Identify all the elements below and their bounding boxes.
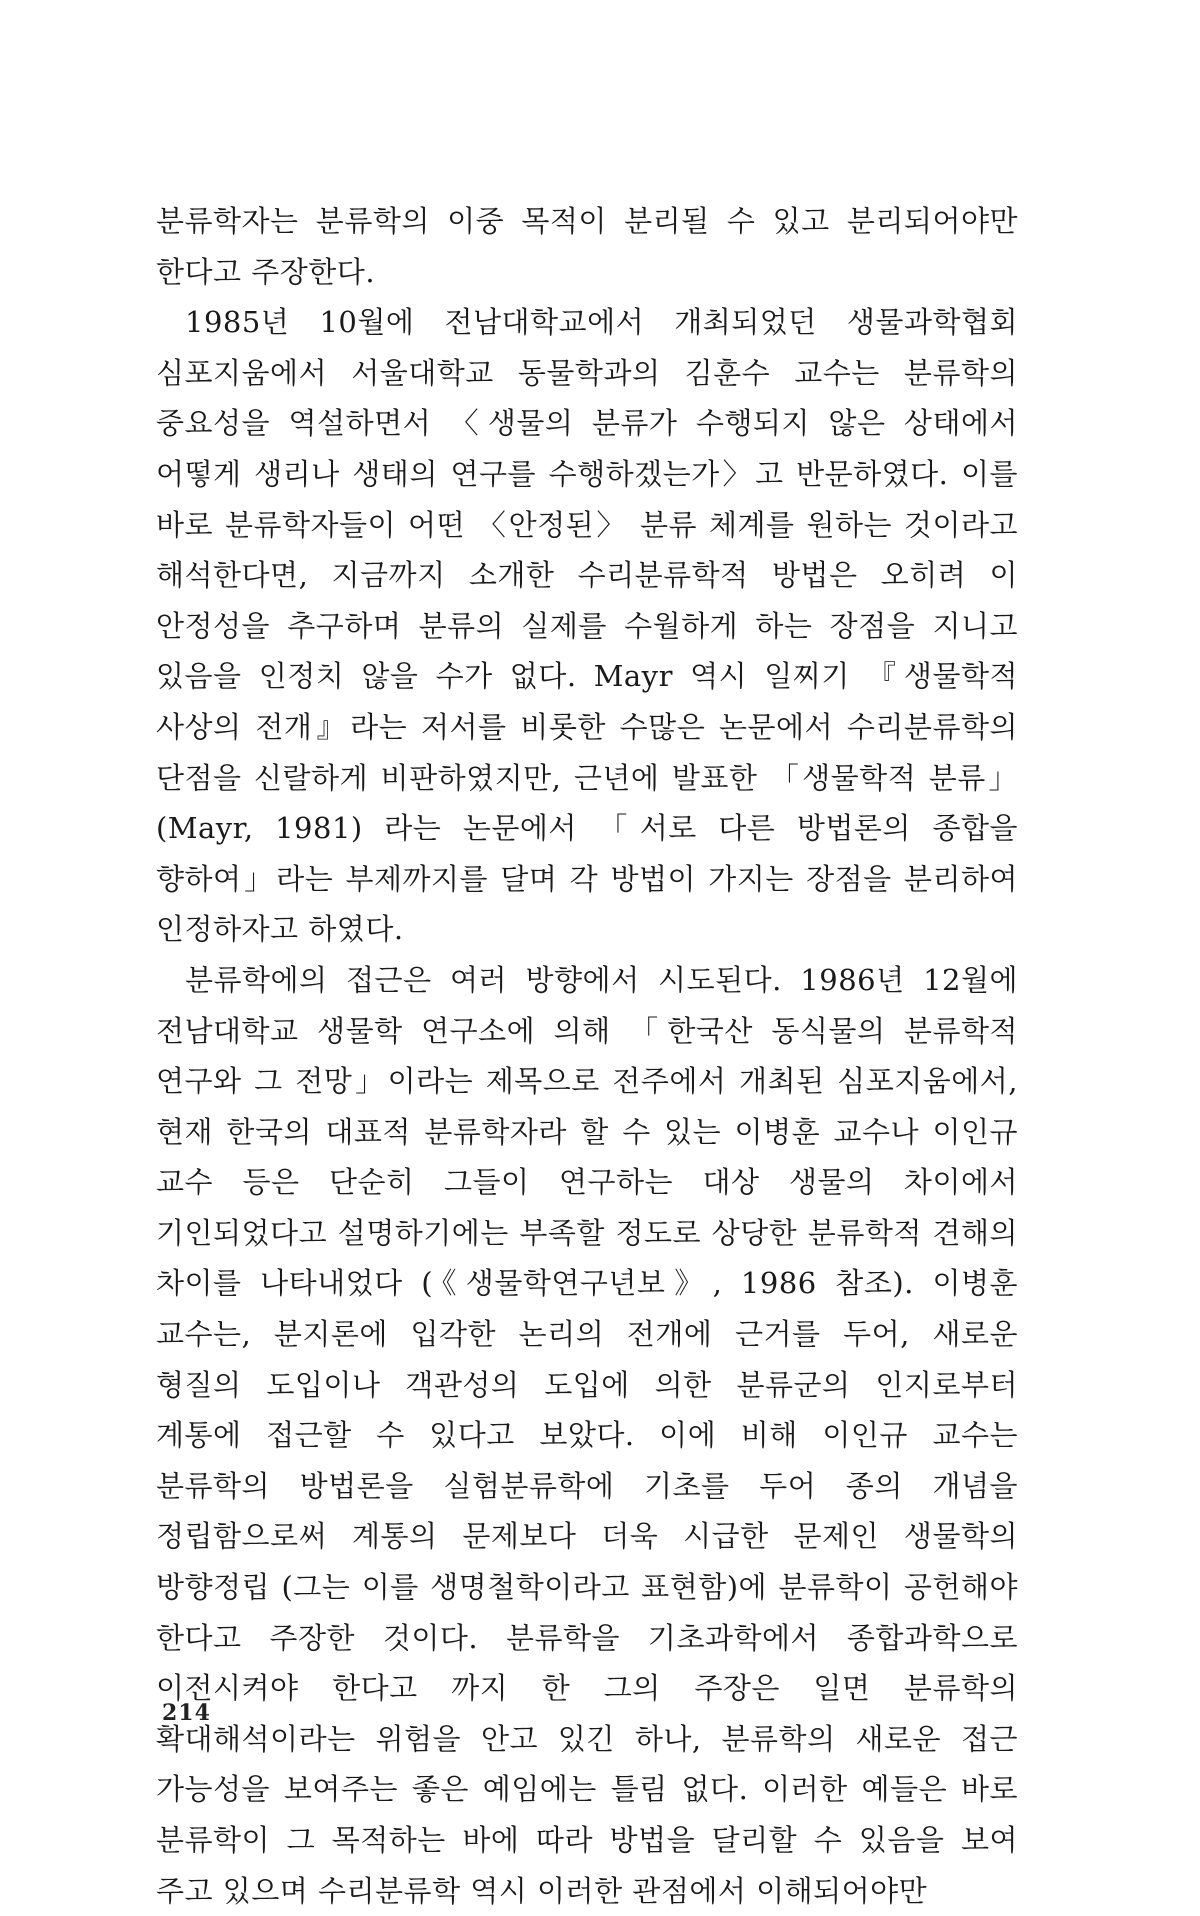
body-text [156, 196, 1018, 1916]
paragraph-symposium-1985: 1985년 10월에 전남대학교에서 개최되었던 생물과학협회 심포지움에서 서울대학교 동물학과의 김훈수 교수는 분류학의 중요성을 역설하면서 〈생물의 분류가 수행되지 않은 상태에서 어떻게 생리나 생태의 연구를 수행하겠는가〉고 반문하였다. 이를 바로 분류학자들이 어떤 〈안정된〉 분류 체계를 원하는 것이라고 해석한다면, 지금까지 소개한 수리분류학적 방법은 오히려 이 안정성을 추구하며 분류의 실제를 수월하게 하는 장점을 지니고 있음을 인정치 않을 수가 없다. Mayr 역시 일찌기 『생물학적 사상의 전개』라는 저서를 비롯한 수많은 논문에서 수리분류학의 단점을 신랄하게 비판하였지만, 근년에 발표한 「생물학적 분류」(Mayr, 1981) 라는 논문에서 「서로 다른 방법론의 종합을 향하여」라는 부제까지를 달며 각 방법이 가지는 장점을 분리하여 인정하자고 하였다. [156, 305, 1018, 947]
paragraph-continuation: 분류학자는 분류학의 이중 목적이 분리될 수 있고 분리되어야만 한다고 주장한다. [156, 204, 1018, 289]
page-number: 214 [162, 1700, 211, 1726]
paragraph-approaches: 분류학에의 접근은 여러 방향에서 시도된다. 1986년 12월에 전남대학교 생물학 연구소에 의해 「한국산 동식물의 분류학적 연구와 그 전망」이라는 제목으로 전주에서 개최된 심포지움에서, 현재 한국의 대표적 분류학자라 할 수 있는 이병훈 교수나 이인규 교수 등은 단순히 그들이 연구하는 대상 생물의 차이에서 기인되었다고 설명하기에는 부족할 정도로 상당한 분류학적 견해의 차이를 나타내었다 (《생물학연구년보》, 1986 참조). 이병훈 교수는, 분지론에 입각한 논리의 전개에 근거를 두어, 새로운 형질의 도입이나 객관성의 도입에 의한 분류군의 인지로부터 계통에 접근할 수 있다고 보았다. 이에 비해 이인규 교수는 분류학의 방법론을 실험분류학에 기초를 두어 종의 개념을 정립함으로써 계통의 문제보다 더욱 시급한 문제인 생물학의 방향정립 (그는 이를 생명철학이라고 표현함)에 분류학이 공헌해야 한다고 주장한 것이다. 분류학을 기초과학에서 종합과학으로 이전시켜야 한다고 까지 한 그의 주장은 일면 분류학의 확대해석이라는 위험을 안고 있긴 하나, 분류학의 새로운 접근 가능성을 보여주는 좋은 예임에는 틀림 없다. 이러한 예들은 바로 분류학이 그 목적하는 바에 따라 방법을 달리할 수 있음을 보여 주고 있으며 수리분류학 역시 이러한 관점에서 이해되어야만 [156, 962, 1018, 1908]
